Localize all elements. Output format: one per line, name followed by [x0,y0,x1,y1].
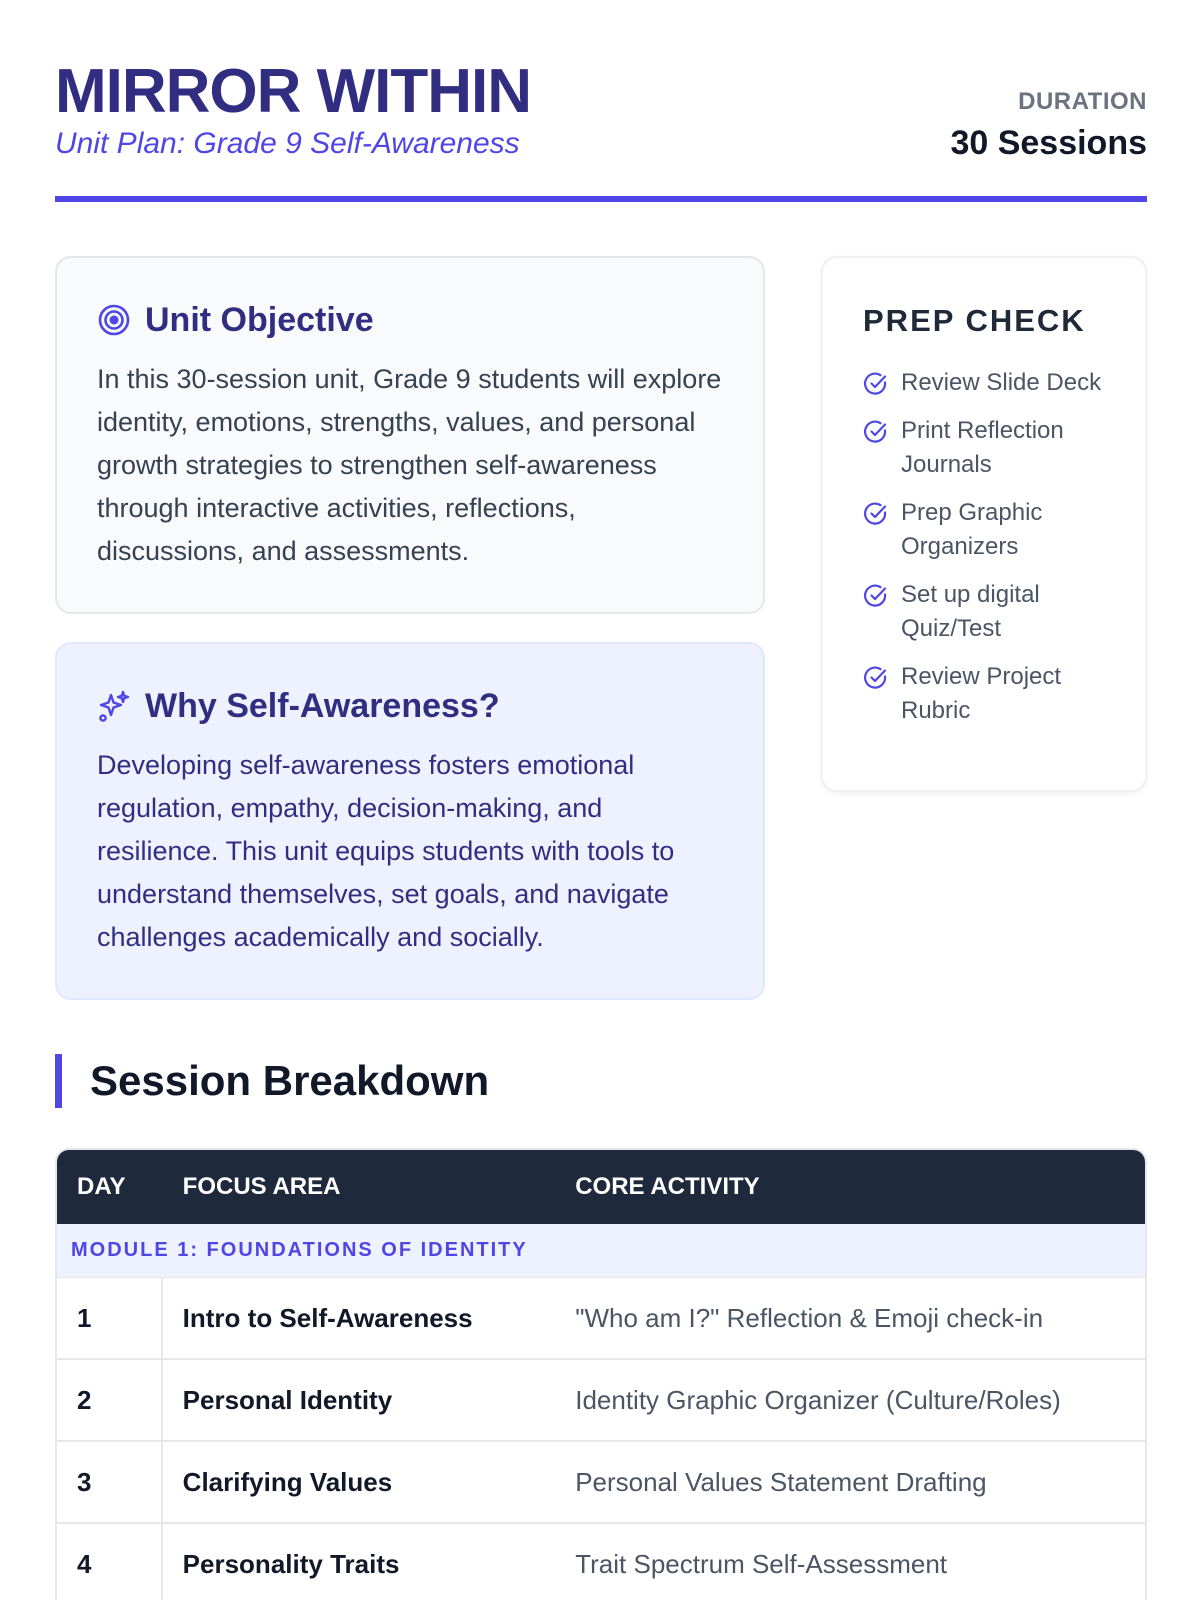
cell-focus-area: Clarifying Values [182,1466,393,1497]
session-breakdown-title: Session Breakdown [90,1057,490,1104]
column-header-core-activity: CORE ACTIVITY [575,1173,760,1200]
cell-core-activity: "Who am I?" Reflection & Emoji check-in [575,1302,1044,1333]
page-header [55,48,1147,202]
prep-item [863,660,1123,728]
cell-day: 4 [57,1524,163,1600]
check-circle-icon [863,583,889,609]
unit-objective-card [55,256,765,614]
duration-value: 30 Sessions [950,124,1147,162]
cell-day: 3 [57,1442,163,1522]
check-circle-icon [863,419,889,445]
check-circle-icon [863,371,889,397]
prep-check-title: PREP CHECK [863,303,1086,338]
check-circle-icon [863,501,889,527]
column-header-focus-area: FOCUS AREA [182,1173,341,1200]
why-self-awareness-card [55,642,765,1000]
cell-day: 1 [57,1278,163,1358]
cell-focus-area: Personality Traits [182,1548,400,1579]
table-header [57,1150,1145,1224]
cell-focus-area: Intro to Self-Awareness [182,1302,473,1333]
column-header-day: DAY [77,1173,126,1200]
cell-core-activity: Trait Spectrum Self-Assessment [575,1548,948,1579]
prep-item-label: Review Slide Deck [901,369,1102,396]
prep-item [863,578,1123,646]
why-self-awareness-text: Developing self-awareness fosters emotional regulation, empathy, decision-making, and resilience. This unit equips students with tools to understand themselves, set goals, and navigate challenges academically and socially. [97,750,675,952]
cell-day: 2 [57,1360,163,1440]
table-row [57,1442,1145,1524]
session-table [55,1148,1147,1600]
why-self-awareness-header [97,686,500,726]
page-subtitle: Unit Plan: Grade 9 Self-Awareness [55,127,520,160]
module-row: MODULE 1: FOUNDATIONS OF IDENTITY [57,1224,1145,1278]
cell-focus-area: Personal Identity [182,1384,393,1415]
unit-objective-text: In this 30-session unit, Grade 9 students will explore identity, emotions, strengths, values, and personal growth strategies to strengthen self-awareness through interactive activities, reflections, discussions, and assessments. [97,364,722,566]
prep-item-label: Prep Graphic Organizers [901,499,1043,560]
prep-check-card [821,256,1147,792]
unit-objective-title: Unit Objective [145,301,374,339]
target-icon [97,303,131,337]
prep-item-label: Print Reflection Journals [901,417,1064,478]
check-circle-icon [863,665,889,691]
duration-label: DURATION [1018,88,1147,115]
table-row [57,1524,1145,1600]
table-row [57,1360,1145,1442]
sparkles-icon [97,689,131,723]
prep-item [863,366,1123,400]
cell-core-activity: Identity Graphic Organizer (Culture/Roles) [575,1384,1061,1415]
session-breakdown-heading [55,1054,489,1108]
prep-item-label: Review Project Rubric [901,663,1062,724]
prep-item-label: Set up digital Quiz/Test [901,581,1040,642]
prep-check-list [863,366,1123,742]
prep-item [863,496,1123,564]
table-row [57,1278,1145,1360]
cell-core-activity: Personal Values Statement Drafting [575,1466,987,1497]
why-self-awareness-title: Why Self-Awareness? [145,687,500,725]
unit-objective-header [97,300,374,340]
prep-item [863,414,1123,482]
page-title: MIRROR WITHIN [55,57,532,126]
